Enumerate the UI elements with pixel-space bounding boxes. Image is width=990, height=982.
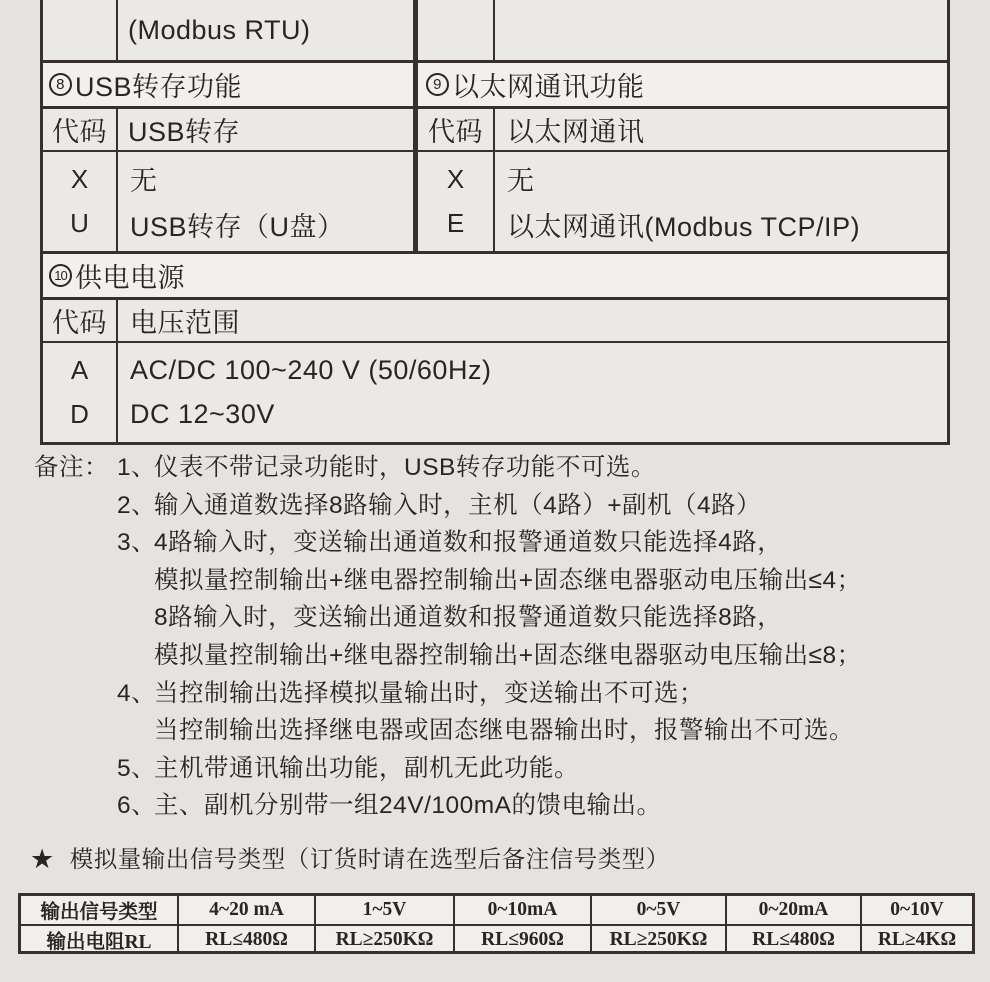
circled-number-10: 10 bbox=[49, 264, 72, 287]
note-text: 仪表不带记录功能时，USB转存功能不可选。 bbox=[154, 454, 656, 481]
note-number bbox=[117, 599, 154, 637]
note-line bbox=[34, 562, 969, 600]
note-number: 4、 bbox=[117, 679, 157, 707]
ethernet-option-code: E bbox=[446, 207, 465, 238]
note-text: 当控制输出选择继电器或固态继电器输出时，报警输出不可选。 bbox=[154, 717, 854, 745]
note-number bbox=[117, 712, 154, 750]
notes-label-spacer bbox=[34, 487, 117, 525]
ethernet-code-column bbox=[418, 152, 493, 251]
note-number: 1、 bbox=[117, 454, 157, 481]
ethernet-desc-column bbox=[495, 152, 947, 251]
power-code-column bbox=[43, 343, 116, 442]
power-option-desc: AC/DC 100~240 V (50/60Hz) bbox=[130, 355, 492, 386]
note-line bbox=[34, 524, 969, 562]
usb-desc-column bbox=[118, 152, 413, 251]
note-line bbox=[34, 675, 969, 713]
signal-table-cell: 0~10V bbox=[860, 896, 972, 926]
power-option-rows bbox=[43, 343, 947, 442]
note-line bbox=[34, 750, 969, 788]
signal-table-cell: 0~20mA bbox=[725, 896, 860, 926]
usb-desc-header: USB转存 bbox=[128, 117, 241, 147]
ethernet-section-title: 以太网通讯功能 bbox=[452, 72, 645, 102]
ethernet-code-header: 代码 bbox=[428, 117, 483, 147]
signal-table-cell: 0~10mA bbox=[453, 896, 590, 926]
usb-option-desc: USB转存（U盘） bbox=[130, 212, 345, 242]
note-text: 输入通道数选择8路输入时，主机（4路）+副机（4路） bbox=[154, 491, 762, 519]
note-line bbox=[34, 712, 969, 750]
partial-desc-cell: (Modbus RTU) bbox=[128, 14, 311, 45]
note-number: 5、 bbox=[117, 754, 157, 782]
note-line bbox=[34, 787, 969, 825]
notes-label-spacer bbox=[34, 787, 117, 825]
notes-label-spacer bbox=[34, 712, 117, 750]
notes-label-spacer bbox=[34, 524, 117, 562]
notes-label-spacer bbox=[34, 599, 117, 637]
usb-code-column bbox=[43, 152, 116, 251]
selection-table bbox=[40, 0, 950, 445]
power-option-code: D bbox=[70, 398, 89, 429]
power-option-code: A bbox=[70, 355, 89, 386]
ethernet-option-desc: 无 bbox=[507, 166, 535, 196]
power-column-header-row bbox=[43, 300, 947, 341]
section-header-row bbox=[43, 63, 947, 106]
signal-table-cell: 4~20 mA bbox=[177, 896, 314, 926]
circled-number-8: 8 bbox=[49, 73, 72, 96]
analog-output-title: 模拟量输出信号类型（订货时请在选型后备注信号类型） bbox=[69, 846, 670, 872]
note-number: 3、 bbox=[117, 529, 157, 557]
power-section-header bbox=[43, 254, 947, 297]
partial-row bbox=[43, 0, 947, 60]
signal-table-cell: RL≥4KΩ bbox=[860, 926, 972, 954]
note-text: 当控制输出选择模拟量输出时，变送输出不可选； bbox=[154, 679, 704, 707]
usb-option-code: X bbox=[70, 164, 89, 195]
note-text: 主、副机分别带一组24V/100mA的馈电输出。 bbox=[154, 792, 662, 820]
analog-output-heading bbox=[30, 842, 670, 876]
ethernet-section-header bbox=[418, 63, 947, 106]
usb-option-desc: 无 bbox=[130, 166, 158, 196]
usb-section-title: USB转存功能 bbox=[75, 72, 243, 102]
star-icon: ★ bbox=[30, 844, 55, 874]
note-text: 模拟量控制输出+继电器控制输出+固态继电器驱动电压输出≤4； bbox=[154, 566, 862, 594]
ethernet-option-desc: 以太网通讯(Modbus TCP/IP) bbox=[507, 212, 861, 242]
signal-type-table bbox=[18, 893, 975, 954]
note-line bbox=[34, 599, 969, 637]
notes-label-spacer bbox=[34, 675, 117, 713]
power-option-desc: DC 12~30V bbox=[130, 398, 275, 429]
partial-code-cell bbox=[43, 0, 116, 60]
notes-label-spacer bbox=[34, 562, 117, 600]
note-line bbox=[34, 637, 969, 675]
usb-option-code: U bbox=[70, 207, 89, 238]
note-line bbox=[34, 449, 969, 487]
note-number: 6、 bbox=[117, 792, 157, 820]
column-header-row bbox=[43, 109, 947, 150]
circled-number-9: 9 bbox=[426, 73, 449, 96]
power-section-title: 供电电源 bbox=[75, 263, 185, 293]
ethernet-option-code: X bbox=[446, 164, 465, 195]
signal-table-cell: 1~5V bbox=[314, 896, 453, 926]
signal-table-cell: RL≤480Ω bbox=[725, 926, 860, 954]
ethernet-desc-header: 以太网通讯 bbox=[507, 117, 645, 147]
notes-label-spacer bbox=[34, 637, 117, 675]
signal-table-cell: RL≥250KΩ bbox=[590, 926, 725, 954]
signal-table-header-cell: 输出信号类型 bbox=[21, 896, 177, 926]
partial-desc-cell-right bbox=[495, 0, 947, 60]
power-desc-column bbox=[118, 343, 947, 442]
option-rows bbox=[43, 152, 947, 251]
notes-label: 备注： bbox=[34, 454, 109, 481]
notes-label-spacer bbox=[34, 750, 117, 788]
usb-code-header: 代码 bbox=[52, 117, 107, 147]
signal-table-cell: 0~5V bbox=[590, 896, 725, 926]
signal-table-cell: RL≤480Ω bbox=[177, 926, 314, 954]
note-text: 模拟量控制输出+继电器控制输出+固态继电器驱动电压输出≤8； bbox=[154, 641, 862, 669]
power-code-header: 代码 bbox=[52, 308, 107, 338]
signal-table-cell: RL≥250KΩ bbox=[314, 926, 453, 954]
power-section-title-cell bbox=[43, 254, 947, 297]
note-text: 4路输入时，变送输出通道数和报警通道数只能选择4路， bbox=[154, 529, 783, 557]
partial-code-cell-right bbox=[418, 0, 493, 60]
power-desc-header: 电压范围 bbox=[130, 308, 240, 338]
note-number bbox=[117, 562, 154, 600]
note-line bbox=[34, 487, 969, 525]
notes-block bbox=[34, 449, 969, 825]
note-number bbox=[117, 637, 154, 675]
usb-section-header bbox=[43, 63, 413, 106]
signal-table-header-cell: 输出电阻RL bbox=[46, 932, 152, 953]
signal-table-cell: RL≤960Ω bbox=[453, 926, 590, 954]
note-text: 8路输入时，变送输出通道数和报警通道数只能选择8路， bbox=[154, 604, 783, 632]
note-text: 主机带通讯输出功能，副机无此功能。 bbox=[154, 754, 579, 782]
note-number: 2、 bbox=[117, 491, 157, 519]
